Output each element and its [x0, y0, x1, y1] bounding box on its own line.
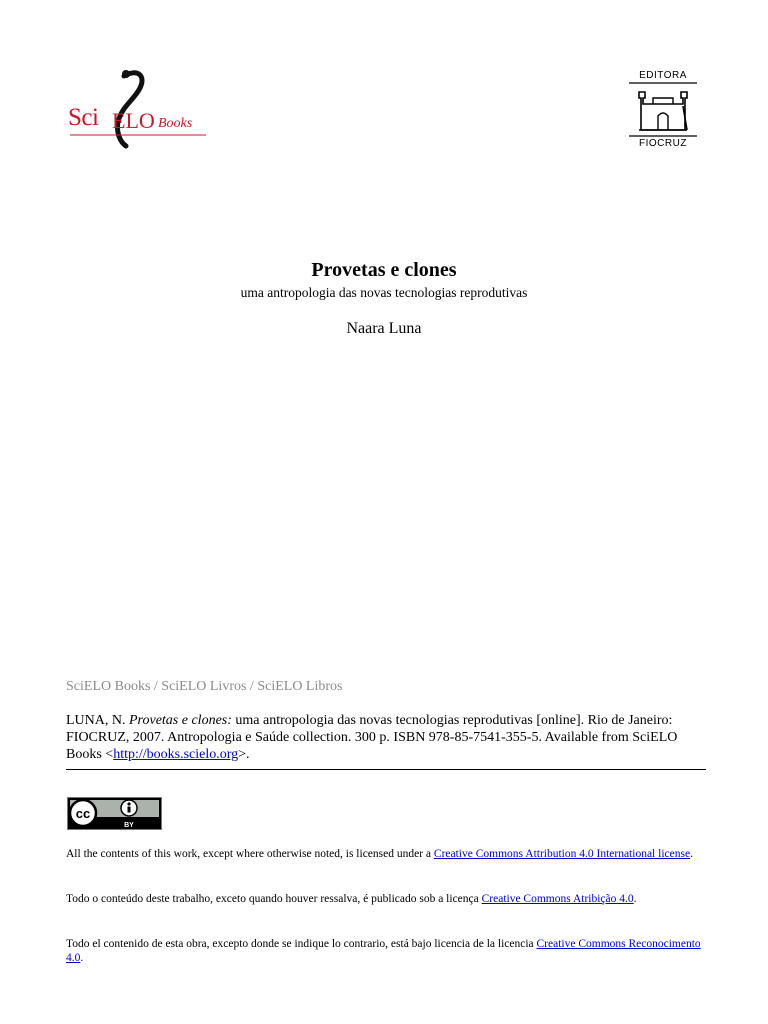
- license-pt: [66, 892, 706, 906]
- license-pt-text: Todo o conteúdo deste trabalho, exceto quando houver ressalva, é publicado sob a licença: [66, 893, 482, 905]
- series-line: SciELO Books / SciELO Livros / SciELO Libros: [66, 679, 343, 694]
- fiocruz-logo-fiocruz: FIOCRUZ: [639, 138, 687, 149]
- citation-prefix: LUNA, N.: [66, 713, 129, 728]
- license-es: [66, 937, 706, 965]
- citation-suffix: >.: [238, 747, 250, 762]
- scielo-books-logo: [66, 66, 208, 154]
- fiocruz-logo-editora: EDITORA: [639, 70, 687, 81]
- cc-badge-cc-text: cc: [75, 806, 91, 821]
- citation-title: Provetas e clones:: [129, 713, 232, 728]
- license-en-link[interactable]: Creative Commons Attribution 4.0 International license: [433, 848, 691, 860]
- citation-block: [66, 712, 706, 763]
- cc-badge-by-text: BY: [124, 822, 134, 829]
- book-title: Provetas e clones: [311, 259, 457, 281]
- editora-fiocruz-logo: [627, 70, 699, 154]
- license-es-end: .: [80, 952, 84, 964]
- license-en-text: All the contents of this work, except where otherwise noted, is licensed under a: [66, 848, 434, 860]
- book-subtitle: uma antropologia das novas tecnologias reprodutivas: [240, 285, 528, 300]
- horizontal-rule: [66, 769, 706, 770]
- creative-commons-by-icon: [67, 797, 162, 830]
- license-es-text: Todo el contenido de esta obra, excepto donde se indique lo contrario, está bajo licencia de la licencia: [66, 938, 537, 950]
- scielo-logo-elo: ELO: [112, 108, 155, 133]
- scielo-logo-books: Books: [158, 116, 193, 131]
- scielo-books-link[interactable]: http://books.scielo.org: [113, 747, 239, 762]
- citation-rest: uma antropologia das novas tecnologias reprodutivas [online]. Rio de Janeiro: FIOCRUZ, 2007. Antropologia e Saúde collection. 300 p. ISBN 978-85-7541-355-5. Available from SciELO Books <: [66, 713, 678, 762]
- license-pt-end: .: [633, 893, 637, 905]
- cc-by-badge[interactable]: [67, 797, 162, 830]
- book-author: Naara Luna: [346, 320, 422, 337]
- license-es-link[interactable]: Creative Commons Reconocimento 4.0: [66, 938, 701, 964]
- license-en-end: .: [690, 848, 693, 860]
- scielo-logo-sci: Sci: [68, 104, 99, 131]
- license-pt-link[interactable]: Creative Commons Atribição 4.0: [481, 893, 634, 905]
- license-en: [66, 847, 706, 861]
